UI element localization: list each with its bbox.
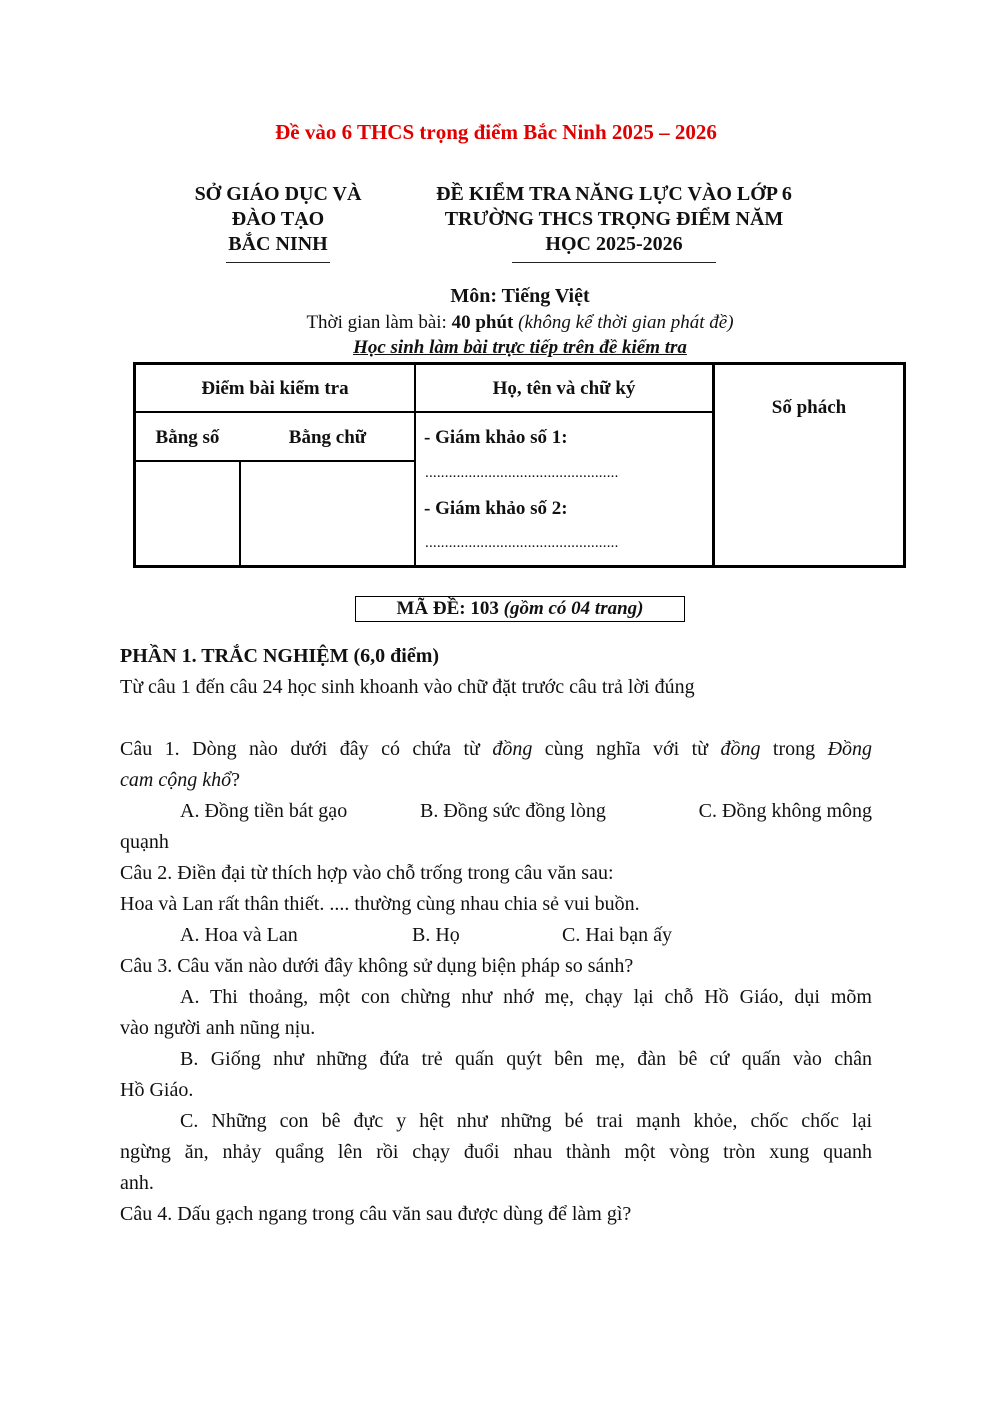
q1-option-c-cont: quạnh: [120, 831, 169, 853]
examiner-1-signature-line: .................................................: [425, 465, 619, 481]
score-table: [133, 362, 906, 568]
department-line-1: SỞ GIÁO DỤC VÀ: [194, 183, 362, 205]
q1-text-3: trong: [760, 738, 828, 760]
department-line-3: BẮC NINH: [228, 233, 328, 255]
score-by-number-header: Bằng số: [155, 427, 220, 448]
q3-option-c-cont: ngừng ăn, nhảy quẩng lên rồi chạy đuổi nhau thành một vòng tròn xung quanh: [120, 1141, 872, 1163]
department-underline: [226, 262, 330, 263]
q1-option-b[interactable]: B. Đồng sức đồng lòng: [420, 800, 606, 822]
q1-text-2: cùng nghĩa với từ: [532, 738, 721, 760]
exam-heading: [402, 182, 826, 257]
question-2-sentence: Hoa và Lan rất thân thiết. .... thường cùng nhau chia sẻ vui buồn.: [120, 893, 640, 915]
exam-heading-line-2: TRƯỜNG THCS TRỌNG ĐIỂM NĂM: [444, 208, 784, 230]
q3-option-a[interactable]: A. Thi thoảng, một con chừng như nhớ mẹ, chạy lại chỗ Hồ Giáo, dụi mõm: [180, 986, 872, 1008]
subject-line: Môn: Tiếng Việt: [450, 285, 590, 307]
q2-option-b[interactable]: B. Họ: [412, 924, 460, 946]
question-1-stem-cont: [120, 765, 872, 796]
q3-option-c[interactable]: C. Những con bê đực y hệt như những bé trai mạnh khỏe, chốc chốc lại: [180, 1110, 872, 1132]
part1-instruction: Từ câu 1 đến câu 24 học sinh khoanh vào chữ đặt trước câu trả lời đúng: [120, 676, 695, 698]
time-value: 40 phút: [451, 312, 514, 333]
q1-idiom: cam cộng khổ: [120, 769, 232, 791]
q3-option-c-end: anh.: [120, 1172, 154, 1194]
exam-heading-underline: [512, 262, 716, 263]
exam-heading-line-3: HỌC 2025-2026: [545, 233, 683, 255]
question-3-stem: Câu 3. Câu văn nào dưới đây không sử dụng biện pháp so sánh?: [120, 955, 634, 977]
table-divider: [136, 460, 415, 462]
exam-code-label: MÃ ĐỀ: 103: [396, 598, 499, 619]
q1-word-1: đồng: [492, 738, 533, 760]
time-label: Thời gian làm bài:: [306, 312, 452, 333]
document-title: Đề vào 6 THCS trọng điểm Bắc Ninh 2025 – 2026: [275, 120, 717, 144]
examiner-1-label: - Giám khảo số 1:: [424, 427, 568, 448]
question-2-stem: Câu 2. Điền đại từ thích hợp vào chỗ trống trong câu văn sau:: [120, 862, 614, 884]
question-1-options: [180, 796, 872, 827]
question-1-stem: [120, 734, 872, 765]
q1-option-c[interactable]: C. Đồng không mông: [698, 800, 872, 822]
table-divider: [712, 365, 715, 565]
table-divider: [239, 461, 241, 565]
score-by-words-header: Bằng chữ: [288, 427, 367, 448]
part1-heading: PHẦN 1. TRẮC NGHIỆM (6,0 điểm): [120, 645, 440, 667]
question-4-stem: Câu 4. Dấu gạch ngang trong câu văn sau được dùng để làm gì?: [120, 1203, 632, 1225]
q3-option-a-cont: vào người anh nũng nịu.: [120, 1017, 316, 1039]
q2-option-a[interactable]: A. Hoa và Lan: [180, 924, 298, 946]
examiner-2-signature-line: .................................................: [425, 535, 619, 551]
department-line-2: ĐÀO TẠO: [231, 208, 325, 230]
serial-number-header: Số phách: [771, 397, 847, 418]
question-2-options: [180, 920, 872, 951]
examiner-2-label: - Giám khảo số 2:: [424, 498, 568, 519]
q1-word-3: Đồng: [827, 738, 873, 760]
issuing-department: [178, 182, 378, 257]
q2-option-c[interactable]: C. Hai bạn ấy: [562, 924, 672, 946]
score-header: Điểm bài kiểm tra: [201, 378, 349, 399]
q1-text-1: Câu 1. Dòng nào dưới đây có chứa từ: [120, 738, 493, 760]
time-line: [0, 312, 992, 334]
q1-word-2: đồng: [720, 738, 761, 760]
q3-option-b[interactable]: B. Giống như những đứa trẻ quấn quýt bên mẹ, đàn bê cứ quấn vào chân: [180, 1048, 872, 1070]
q3-option-b-cont: Hồ Giáo.: [120, 1079, 194, 1101]
q1-option-a[interactable]: A. Đồng tiền bát gạo: [180, 800, 348, 822]
examiner-name-header: Họ, tên và chữ ký: [492, 378, 636, 399]
instruction-line: Học sinh làm bài trực tiếp trên đề kiểm tra: [353, 337, 687, 358]
table-divider: [136, 411, 712, 413]
exam-code-note: (gồm có 04 trang): [498, 598, 644, 619]
exam-heading-line-1: ĐỀ KIỂM TRA NĂNG LỰC VÀO LỚP 6: [436, 183, 792, 205]
time-note: (không kể thời gian phát đề): [513, 312, 734, 333]
q1-question-mark: ?: [231, 769, 240, 791]
exam-code-box: [355, 596, 685, 622]
